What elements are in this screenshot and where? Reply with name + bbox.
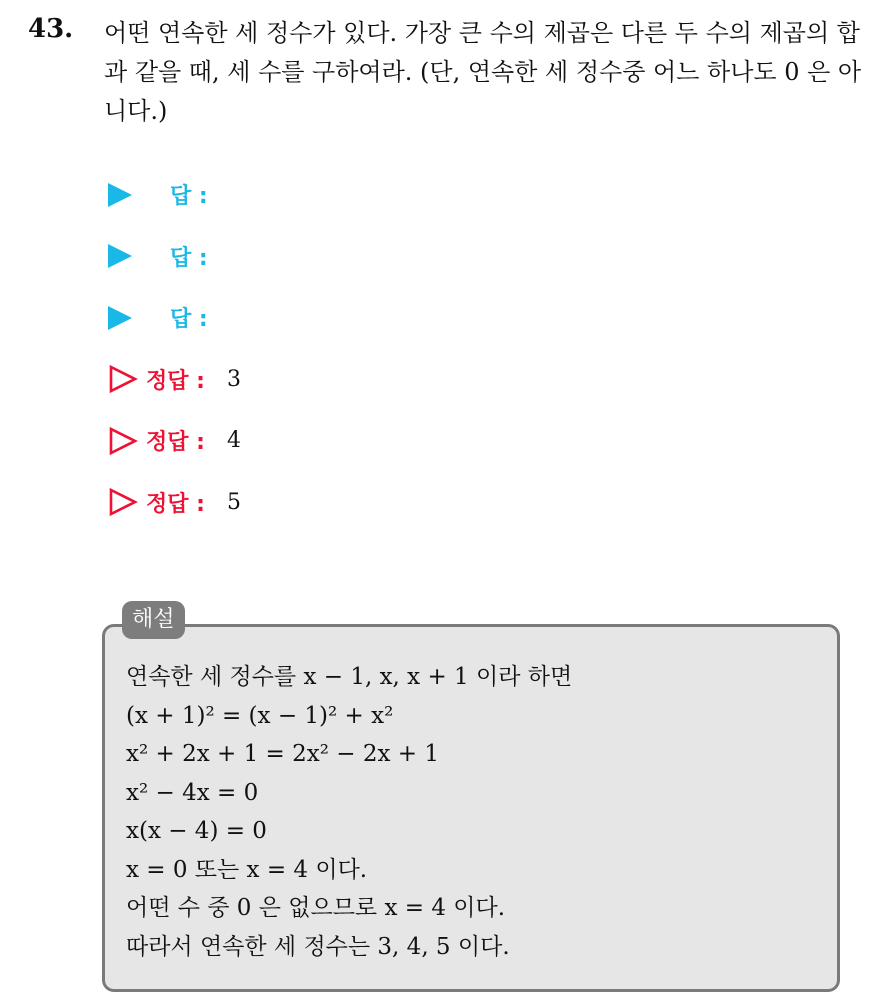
solution-line: (x + 1)² = (x − 1)² + x² — [126, 702, 394, 729]
correct-answer-label: 정답 : — [146, 430, 205, 456]
correct-answer-value: 3 — [226, 366, 241, 392]
outline-triangle-icon — [108, 364, 138, 394]
solution-line: 어떤 수 중 0 은 없으므로 x = 4 이다. — [126, 895, 506, 921]
solution-line: x² − 4x = 0 — [126, 779, 259, 806]
outline-triangle-icon — [108, 426, 138, 456]
correct-answer-label: 정답 : — [146, 368, 205, 394]
solution-line: 연속한 세 정수를 x − 1, x, x + 1 이라 하면 — [126, 664, 573, 690]
filled-triangle-icon — [108, 244, 132, 268]
answer-section — [108, 164, 241, 533]
answer-blank-row[interactable] — [108, 287, 241, 349]
correct-answer-label: 정답 : — [146, 491, 205, 517]
filled-triangle-icon — [108, 183, 132, 207]
correct-answer-row — [108, 472, 241, 534]
answer-label: 답 : — [170, 307, 208, 333]
solution-line: x = 0 또는 x = 4 이다. — [126, 856, 368, 883]
correct-answer-row — [108, 410, 241, 472]
correct-answer-row — [108, 349, 241, 411]
correct-answer-value: 5 — [226, 489, 241, 515]
answer-blank-row[interactable] — [108, 164, 241, 226]
answer-label: 답 : — [170, 245, 208, 271]
solution-line: x(x − 4) = 0 — [126, 818, 267, 844]
solution-tag: 해설 — [122, 601, 185, 639]
solution-line: x² + 2x + 1 = 2x² − 2x + 1 — [126, 741, 439, 767]
outline-triangle-icon — [108, 487, 138, 517]
correct-answer-value: 4 — [226, 428, 241, 454]
solution-line: 따라서 연속한 세 정수는 3, 4, 5 이다. — [126, 933, 510, 960]
solution-lines — [126, 658, 572, 966]
question-text: 어떤 연속한 세 정수가 있다. 가장 큰 수의 제곱은 다른 두 수의 제곱의 합과 같을 때, 세 수를 구하여라. (단, 연속한 세 정수중 어느 하나도 0 은 아니다.) — [104, 19, 862, 125]
question-number: 43. — [28, 14, 74, 44]
filled-triangle-icon — [108, 306, 132, 330]
answer-blank-row[interactable] — [108, 226, 241, 288]
answer-label: 답 : — [170, 184, 208, 210]
